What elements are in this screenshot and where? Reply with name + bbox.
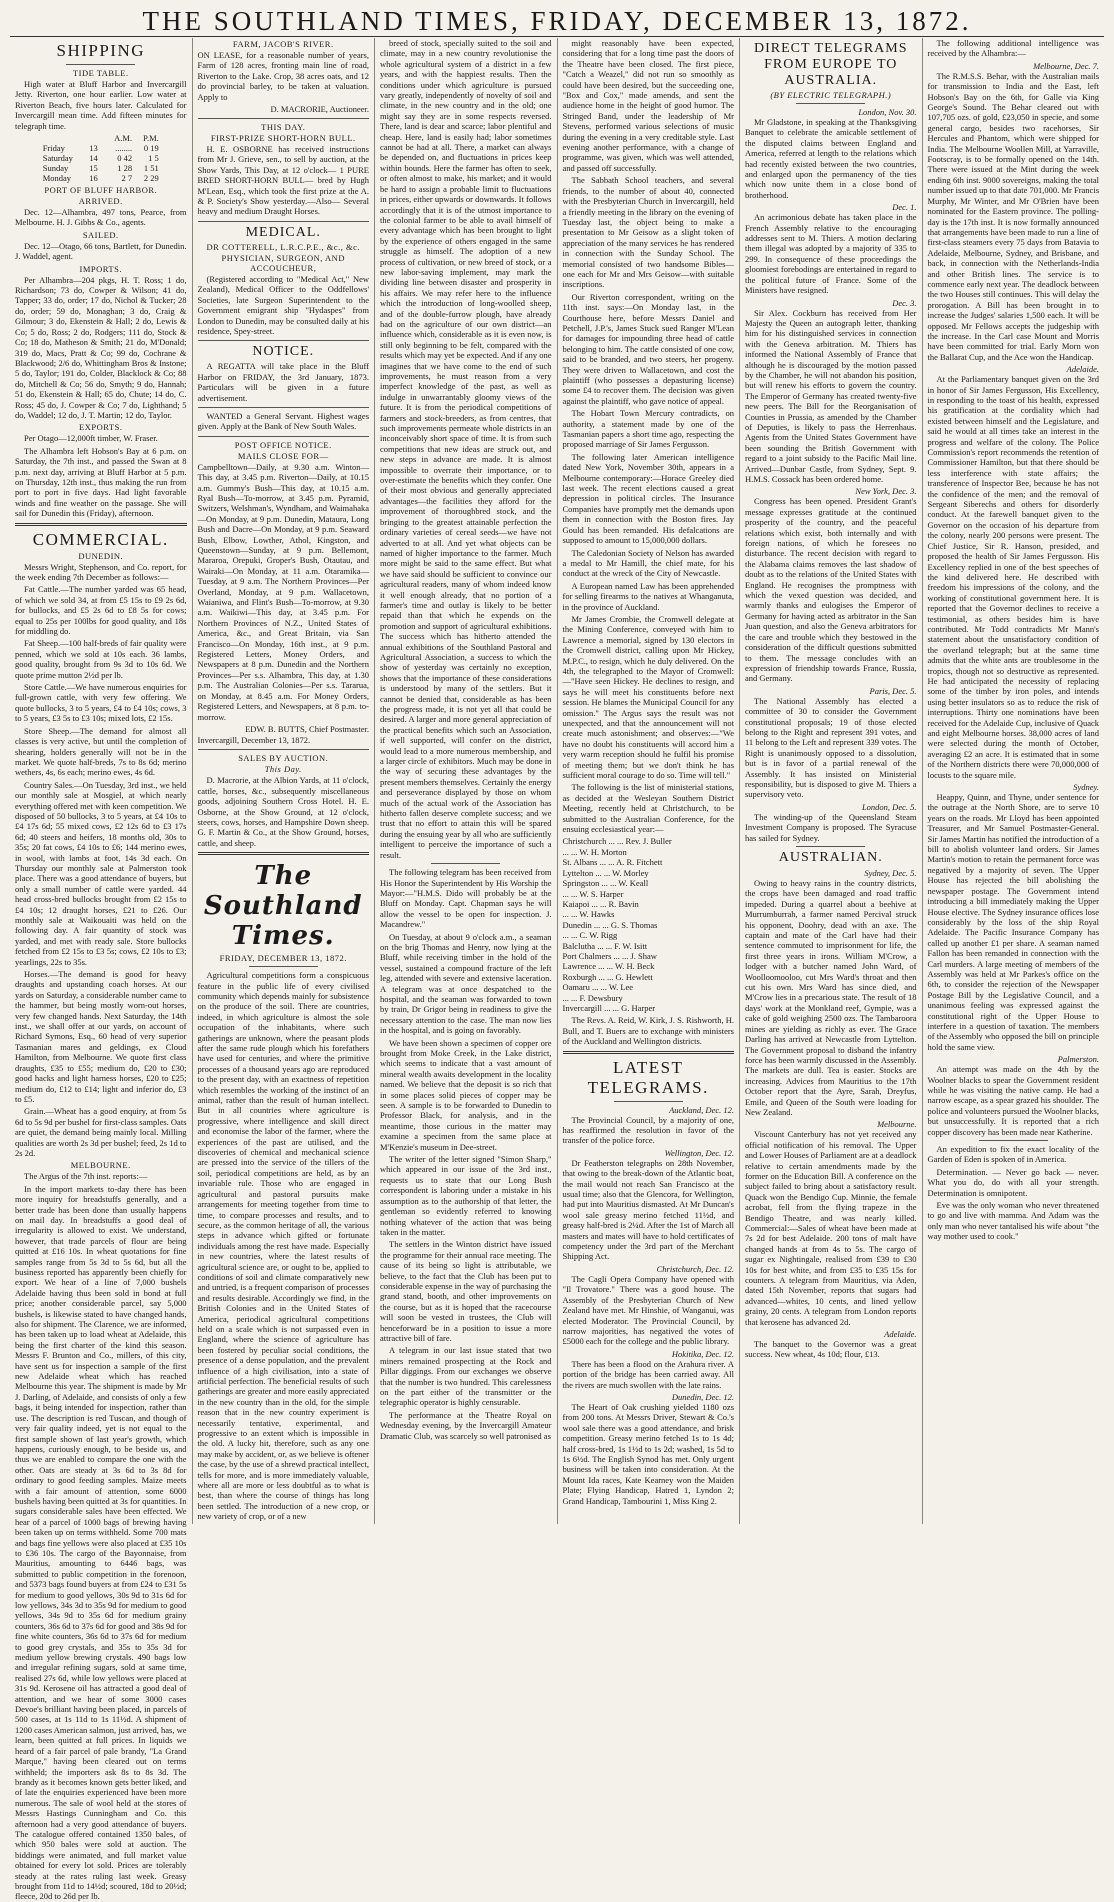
exports-label: EXPORTS. (79, 422, 123, 433)
servant-wanted: WANTED a General Servant. Highest wages given. Apply at the Bank of New South Wales. (197, 410, 369, 432)
telegram-text: Congress has been opened. President Grant's message expresses gratitude at the continued prosperity of the country, and the peaceful relations which exist, both internally and with foreign nations, of which he foresees no disturbance. The recent decision with regard to the Alabama claims removes the last shadow of doubt as to the relations of the United States with England. He recognises the promptness with which the vexed question was decided, and warmly thanks and eulogises the Emperor of Germany for having acted as arbitrator in the San Juan question, and also the Geneva arbitrators for the care and trouble which they bestowed in the consideration of the difficult questions submitted to them. The message concludes with an expression of friendship towards France, Russia, and Germany. (745, 496, 917, 684)
editorial-continued: breed of stock, specially suited to the soil and climate, may in a new country revolutionise the whole agricultural system of a district in a few years, and with the happiest results. Then the conditions under which agriculture is pursued vary greatly, independently of novelty of soil and climate, in the new country and in the old; one might say they are in some respects reversed. There, land is dear and scarce; labor plentiful and cheap. Here, land is easily had; labor sometimes cannot be had at all. There, a market can always be depended on, and fluctuations in prices keep within bounds. Here the farmer has often to seek, or often almost to make, his market; and it would be hard to assign a probable limit to fluctuations in prices, either upwards or downwards. It follows accordingly that it is of the utmost importance to the colonial farmer to be able to avail himself of every advantage which has been brought to light by the experience of others engaged in the same struggle as himself. The adoption of a new process of cultivation, or new breed of stock, or a new labor-saving implement, may mark the dividing line between disaster and prosperity in his affairs. We may refer here to the influence which the introduction of long-woolled sheep, and of the double-furrow plough, have already had on the agriculture of our own district—an influence which, considerable as it is even now, is still only beginning to be felt, compared with the results which may yet be expected. And if any one imagines that we have come to the end of such improvements, he must reason from a very imperfect knowledge of the past, as well as indulge in unwarrantably gloomy views of the future. It is from the periodical competitions of farmers and stock-breeders, as from centres, that such improvements permeate whole districts in an inconceivably short space of time. It is from such competitions that new ideas are struck out, and new steps in advance are made. It is almost impossible to overrate their importance, or to over-estimate the benefits which they confer. One of their most obvious and generally appreciated advantages—the facilities they afford for the improvement of thoroughbred stock, and the bringing to the greatest attainable perfection the ordinary varieties of cereal seeds—we have not adverted to at all. And yet what objects can be named of higher importance to the farmer. Much more might be said to the same effect. But what we have said should be sufficient to convince our agricultural readers, many of whom indeed know it well enough already, that no portion of a farmer's time and outlay is likely to be better repaid than that which he expends on the promotion and support of agricultural exhibitions. The success which has hitherto attended the annual exhibitions of the Southland Pastoral and Agricultural Association, a success to which the show of yesterday was certainly no exception, shows that the importance of these considerations is understood by many of the settlers. But it cannot be denied that, considerable as has been the progress made, it is not yet all that could be desired. A larger and more general appreciation of the practical benefits which such an Association, if well supported, will confer on the district, would lead to a more numerous membership, and a larger circle of exhibitors. Much may be done in the way of securing these advantages by the present members themselves. Certainly the energy and perseverance displayed by those on whom much of the actual work of the Association has hitherto fallen deserve complete success; and we trust that no effort to attain this will be spared during the ensuing year by all who are sufficiently intelligent to perceive the importance of such a result. (380, 38, 552, 860)
port-heading: PORT OF BLUFF HARBOR. (44, 185, 158, 196)
dateline: Wellington, Dec. 12. (664, 1147, 734, 1158)
news-para: The following is the list of ministerial stations, as decided at the Wesleyan Southern District Meeting, recently held at Christchurch, to be submitted to the Australian Conference, for the ensuing ecclesiastical year:— (562, 782, 734, 835)
news-para: might reasonably have been expected, considering that for a long time past the doors of the Theatre have been closed. The first piece, "Catch a Weazel," did not run so smoothly as could have been desired, but the succeeding one, "Box and Cox," made amends, and sent the audience home in the height of good humor. The Stringed Band, under the leadership of Mr Stevens, performed various selections of music during the evening in a very creditable style. Last evening another performance, with a change of programme, was given, which was well attended, and passed off successfully. (562, 38, 734, 173)
sales-heading: SALES BY AUCTION. (238, 753, 329, 764)
dunedin-para: Store Sheep.—The demand for almost all classes is very active, but until the completion of shearing, holders generally will not be in the market. We quote half-breds, 7s to 8s 6d; merino wethers, 4s, 6s each; merino ewes, 4s 6d. (15, 725, 187, 778)
station-row: ... ... W. S. Harper (562, 888, 624, 899)
telegram-text: The National Assembly has elected a committee of 30 to consider the Government constitutional proposals; 19 of those elected belong to the Right and represent 391 votes, and 11 belong to the Left and represent 339 votes. The Right is unanimously opposed to a dissolution, but is in favor of a partial renewal of the Assembly. It has insisted on Ministerial responsibility, but is disposed to give M. Thiers a supervisory veto. (745, 695, 917, 800)
telegram-text: The Cagli Opera Company have opened with "Il Trovatore." There was a good house. The Assembly of the Presbyterian Church of New Zealand have met. Mr Hinshie, of Wanganui, was elected Moderator. The Provincial Council, by narrow majorities, has negatived the votes of £5000 each for the college and the public library. (562, 1273, 734, 1347)
telegram-text: An attempt was made on the 4th by the Woolner blacks to spear the Government resident while he was visiting the native camp. He had a narrow escape, as a spear grazed his shoulder. The police and volunteers pursued the Woolner blacks, but unsuccessfully. It is reported that a rich copper discovery has been made near Katherine. (927, 1064, 1099, 1137)
electric-telegraph-subheading: (BY ELECTRIC TELEGRAPH.) (770, 90, 892, 100)
sailed-text: Dec. 12—Otago, 66 tons, Bartlett, for Dunedin. J. Waddel, agent. (15, 240, 187, 262)
station-row: Dunedin ... ... G. S. Thomas (562, 919, 658, 930)
ministerial-stations (563, 836, 735, 1013)
column-5 (740, 38, 923, 1524)
news-para: The settlers in the Winton district have issued the programme for their annual race meeting. The cause of its being so light is attributable, we believe, to the fact that the Club has been put to considerable expense in the way of purchasing the grand stand, booth, and other improvements on the course, but as it is hoped that the racecourse will soon be vested in trustees, the Club will henceforward be in a position to issue a more attractive bill of fare. (380, 1239, 552, 1343)
tide-table-heading: TIDE TABLE. (72, 68, 129, 78)
telegram-text: Sir Alex. Cockburn has received from Her Majesty the Queen an autograph letter, thanking him for his distinguished services in connection with the Geneva arbitration. M. Thiers has informed the National Assembly of France that although he is discouraged by the motion passed by the Chamber, he will not abandon his position, but will renew his efforts to govern the country. The Emperor of Germany has created twenty-five new peers. The Bill for the Reorganisation of Counties in Prussia, as amended by the Chamber of Deputies, is likely to pass the Herrenhaus. Agents from the United States Government have been sounding the British Government with regard to a joint subsidy to the Pacific Mail line. Arrived—Dunbar Castle, from Sydney, Sept. 9. H.M.S. Cossack has been ordered home. (745, 307, 917, 484)
station-row: Balclutha ... ... F. W. Isitt (562, 940, 648, 951)
station-row: Kaiapoi ... ... R. Bavin (562, 898, 639, 909)
telegram-text: Dr Featherston telegraphs on 28th November, that owing to the break-down of the Atlantic boat, the mail would not reach San Francisco at the usual time; also that the Glencora, for Wellington, had put into Mauritius dismasted. At Mr Duncan's wool sale greasy merino fetched 11½d, and greasy half-bred is 2¼d. After the 1st of March all masters and mates will have to hold certificates of competency under the 3rd part of the Merchant Shipping Act. (562, 1157, 734, 1262)
arrived-label: ARRIVED. (78, 196, 123, 207)
sales-list: D. Macrorie, at the Albion Yards, at 11 o'clock, cattle, horses, &c., subsequently miscellaneous goods, adjoining Southern Cross Hotel. H. E. Osborne, at the Show Ground, at 12 o'clock, steers, cows, horses, and Hampshire Down sheep. G. F. Martin & Co., at the Show Ground, horses, cattle, and sheep. (197, 775, 369, 848)
melbourne-heading: MELBOURNE. (70, 1160, 131, 1171)
dunedin-para: Grain.—Wheat has a good enquiry, at from 5s 6d to 5s 9d per bushel for first-class samples. Oats are quiet, the demand being mainly local. Milling qualities are worth 2s 3d per bushel; feed, 2s 1d to 2s 2d. (15, 1106, 187, 1158)
dateline: Palmerston. (1057, 1054, 1099, 1065)
telegram-text: Mr Gladstone, in speaking at the Thanksgiving Banquet to celebrate the amicable settlement of the disputed claims between England and America, referred at length to the relations which had recently existed between the two countries, and enlarged upon the permanency of the ties which now unite them in a close bond of brotherhood. (745, 117, 917, 200)
melbourne-para: The Argus of the 7th inst. reports:— (24, 1171, 148, 1182)
shipping-heading: SHIPPING (56, 41, 146, 60)
tide-header-cell: P.M. (143, 133, 159, 144)
tide-header-row (41, 133, 161, 143)
telegram-text: An acrimonious debate has taken place in the French Assembly relative to the encouraging addresses sent to M. Thiers. A motion declaring them illegal was adopted by a majority of 335 to 299. In consequence of these proceedings the gloomiest forebodings are entertained in regard to the political future of France. Some of the Ministers have resigned. (745, 212, 917, 296)
postmaster-signature: EDW. B. BUTTS, Chief Postmaster. (245, 723, 369, 734)
station-row: Springston ... ... W. Keall (562, 878, 649, 889)
direct-telegrams-heading: DIRECT TELEGRAMS FROM EUROPE TO AUSTRALIA. (753, 41, 908, 88)
dunedin-para: Fat Sheep.—100 half-breds of fair quality were penned, which we sold at 10s each. 36 lambs, good quality, brought from 9s 3d to 10s 6d. We quote prime mutton 2½d per lb. (15, 638, 187, 680)
bull-heading: FIRST-PRIZE SHORT-HORN BULL. (210, 133, 356, 144)
telegram-text: The banquet to the Governor was a great success. New wheat, 4s 10d; flour, £13. (745, 1339, 917, 1360)
sailed-label: SAILED. (82, 229, 119, 240)
station-row: ... ... C. W. Rigg (562, 930, 618, 941)
imports-text: Per Alhambra—204 pkgs, H. T. Ross; 1 do, Richardson; 73 do, Cowper & Wilson; 41 do, Tapper; 33 do, order; 17 do, Nichol & Tucker; 28 do, order; 59 do, Monaghan; 3 do, Craig & Gilmour; 3 do, Ekenstein & Hall; 2 do, Lewis & Co; 5 do, Ross; 2 do, Rodgers; 111 do, Stock & Co; 18 do, Matheson & Smith; 21 do, M'Donald; 319 do, Macs, Pratt & Co; 99 do, Cochrane & Blackwood; 2/6 do, Whittingham Bros & Instone; 5 do, Taylor; 191 do, Colder, Blacklock & Co; 88 do, Mitchell & Co; 56 do, Smyth; 9 do, Hannah; 51 do, Ekenstein & Hall; 65 do, Chute; 14 do, C. Ross; 45 do, J. Cowper & Co; 7 do, Lighthand; 5 do, Waddel; 12 do, J. T. Martin; 12 do, Taylor. (15, 274, 187, 420)
exports-text: Per Otago—12,000ft timber, W. Fraser. (24, 433, 158, 444)
tide-row: Friday 13 ........ 0 19 (42, 143, 159, 154)
news-para: Mr James Crombie, the Cromwell delegate at the Mining Conference, conveyed with him to Lawrence a memorial, signed by 130 electors in the Cromwell district, calling upon Mr Hickey, M.P.C., to resign, which he duly delivered. On the 4th, the telegraphed to the Mayor of Cromwell:—"Have seen Hickey. He declines to resign, and says he will meet his constituents before next session. He blames the Municipal Council for any omission." The Argus says the result was not unexpected, and that the announcement will not create much astonishment; and observes:—"We have no doubt his constituents will accord him a very warm reception should he fulfil his promise of meeting them; but we don't think he has sufficient moral courage to do so. Time will tell." (562, 613, 734, 781)
column-2 (193, 38, 376, 1524)
closing-para: An expedition to fix the exact locality of the Garden of Eden is spoken of in America. (927, 1144, 1099, 1165)
regatta-notice: A REGATTA will take place in the Bluff Harbor on FRIDAY, the 3rd January, 1873. Particulars will be given in a future advertisement. (197, 361, 369, 403)
closing-para: Determination. — Never go back — never. What you do, do with all your strength. Determination is omnipotent. (927, 1166, 1099, 1198)
station-row: Oamaru ... ... W. Lee (562, 982, 634, 993)
station-row: ... ... F. Dewsbury (562, 992, 623, 1003)
dateline: Paris, Dec. 5. (869, 685, 917, 696)
dunedin-para: Messrs Wright, Stephenson, and Co. report, for the week ending 7th December as follows:— (15, 561, 187, 582)
telegram-text: At the Parliamentary banquet given on the 3rd in honor of Sir James Fergusson, His Excellency, in responding to the toast of his health, expressed his gratification at the cordiality which had existed between himself and the Legislature, and said he would at all times take an interest in the progress and welfare of the colony. The Police Commission's report recommends the retention of Commissioner Hamilton, but that there should be less interference with state affairs; the transference of Inspector Bee, because he has not the confidence of the men; and the removal of Sergeant Siberechs and others for disorderly conduct. At the farewell banquet given to the Governor on the occasion of his departure from the colony, nearly 200 persons were present. The Chief Justice, Sir R. Hanson, presided, and proposed the health of Sir James Fergusson. His Excellency replied in one of the best speeches of the kind delivered here. He described with freedom his impressions of the colony, and the working of constitutional government here. It is reported that the Governor declines to receive a testimonial, as others besides him is have contributed. Mr Todd contradicts Mr Mann's statement about the unsatisfactory condition of the overland telegraph; but at the same time admits that the white ants are troublesome in the tropics, though not so destructive as represented. He had anticipated the necessity of replacing some of the timber by iron poles, and intends using better insulators so as to reduce the risk of interruptions. Thirty one nominations have been received for the Adelaide Cup, inclusive of Quack and eight Melbourne horses. 38,000 acres of land were selected during the month of October, averaging £2 an acre. It is estimated that in some of the Northern districts there were 70,000,000 of locusts to the square mile. (927, 374, 1099, 780)
telegram-text: The R.M.S.S. Behar, with the Australian mails for transmission to India and the East, left Hobson's Bay on the 6th, for Galle via King George's Sound. The Behar cleared out with 107,705 ozs. of gold, £23,050 in specie, and some general cargo, besides two racehorses, Sir Hercules and Phantom, which were shipped for India. The Melbourne Woollen Mill, at Yarraville, Footscray, is to be formally opened on the 14th. There were issued at the Mint during the week ending 6th inst. 9000 sovereigns, making the total number issued up to that date 701,000. Mr Francis Murphy, Mr Winter, and Mr O'Brien have been nominated for the Eastern province. The polling-day is the 17th inst. It is now formally announced that arrangements have been made to run a line of first-class steamers every 75 days from Batavia to Adelaide, Melbourne, Sydney, and Brisbane, and back, in connection with the Netherlands-India and other British lines. The service is to commence early next year. The deadlock between the two Houses still continues. This will delay the prorogation. A Bill has been brought in to increase the Judges' salaries 1,500 each. It will be opposed. Mr Fellows accepts the judgeship with the increase. In the Carl case Mount and Morris have been committed for trial. Early Morn won the Ballarat Cup, and the Ace won the Handicap. (927, 70, 1099, 362)
telegram-text: The Heart of Oak crushing yielded 1180 ozs from 200 tons. At Messrs Driver, Stewart & Co.'s wool sale there was a good attendance, and brisk competition. Greasy merino fetched 1s to 1s 4d; half cross-bred, 1s 1½d to 1s 2d; washed, 1s 5d to 1s 6½d. The English Synod has met. Only urgent business will be taken into consideration. At the Mount Ida races, Kate Kearney won the Maiden Plate; Flying Handicap, Hatred 1, Lyndon 2; Grand Handicap, Tambourini 1, Miss King 2. (562, 1401, 734, 1506)
medical-heading: MEDICAL. (245, 224, 321, 240)
post-office-schedule: Campbelltown—Daily, at 9.30 a.m. Winton—This day, at 3.45 p.m. Riverton—Daily, at 10.15 a.m. Gummy's Bush—This day, at 10.15 a.m. Ryal Bush—To-morrow, at 3.45 p.m. Pyramid, Switzers, Welshman's, Wyndham, and Waimahaka—On Monday, at 9 p.m. Dunedin, Mataura, Long Bush and Dacre—On Monday, at 9 p.m. Seaward Bush, Elbow, Lowther, Athol, Kingston, and Queenstown—Sunday, at 9 p.m. Bellemont, Mararoa, Orepuki, Groper's Bush, Otautau, and Wairaki—On Monday, at 11 a.m. Otaramika—Tuesday, at 9 a.m. The Northern Provinces—Per Overland, Monday, at 9 p.m. Wallacetown, Waianiwa, and Flint's Bush—To-morrow, at 9.30 a.m. Waikiwi—This day, at 3.45 p.m. For Northern Provinces of N.Z., United States of America, &c., and Great Britain, via San Francisco—On Monday, 16th inst., at 9 p.m. Registered Letters, Money Orders, and Newspapers at 8 p.m. Dunedin and the Northern Provinces—Per s.s. Alhambra, This day, at 1.30 p.m. The Australian Colonies—Per s.s. Tararua, on Monday, at 8.45 a.m. For Money Orders, Registered Letters, and Newspapers, at 8 p.m. to-morrow. (197, 461, 369, 722)
station-row: ... ... W. Hawks (562, 909, 615, 920)
telegram-text: Viscount Canterbury has not yet received any official notification of his removal. The Upper and Lower Houses of Parliament are at a deadlock relative to certain amendments made by the former on the Education Bill. A conference on the subject failed to bring about a satisfactory result. Quack won the Bendigo Cup. Minnie, the female acrobat, fell from the flying trapeze in the Bendigo Theatre, and was nearly killed. Commercial:—Sales of wheat have been made at 7s 2d for best Adelaide. 200 tons of malt have changed hands at from 4s to 5s. The cargo of sugar ex Nightingale, realised from £39 to £30 10s for best white, and from £35 to £35 15s for counters. A telegram from Mauritius, via Aden, dated 15th November, reports that sugars had advanced—whites, 10 cents, and lined yellow grainy, 20 cents. A telegram from London reports that kerosene has advanced 2d. (745, 1129, 917, 1327)
commercial-heading: COMMERCIAL. (32, 529, 169, 549)
dateline: London, Nov. 30. (858, 107, 917, 117)
station-row: St. Albans ... ... A. R. Fitchett (562, 857, 663, 868)
farm-heading: FARM, JACOB'S RIVER. (232, 39, 334, 49)
post-office-heading: POST OFFICE NOTICE. (234, 439, 332, 450)
news-para: Our Riverton correspondent, writing on the 11th inst. says:—On Monday last, in the Courthouse here, before Messrs Daniel and Petchell, J.P.'s, James Stuck sued Ranger M'Lean for damages for impounding three head of cattle belonging to him. The cattle consisted of one cow, said to be branded, and two steers, her progeny. They were driven to Wallacetown, and cost the plaintiff (who possesses a depasturing license) some £4 to recover them. The decision was given against the plaintiff, who gave notice of appeal. (562, 291, 734, 406)
tide-table (41, 133, 161, 183)
dateline: Dec. 1. (892, 202, 917, 213)
masthead: THE SOUTHLAND TIMES, FRIDAY, DECEMBER 13, 1872. (10, 6, 1104, 37)
sales-day: This Day. (264, 764, 302, 775)
farm-signature: D. MACRORIE, Auctioneer. (270, 104, 369, 115)
paper-date: FRIDAY, DECEMBER 13, 1872. (219, 953, 347, 964)
dateline: Auckland, Dec. 12. (669, 1104, 734, 1115)
editorial-para: Agricultural competitions form a conspicuous feature in the public life of every civilised community which depends mainly for subsistence on the produce of the soil. There are countries, indeed, in which agriculture is almost the sole occupation of the inhabitants, where such gatherings are unknown, where the peasant plods after the same rude plough which his forefathers have used for centuries, and where the primitive processes of a thousand years ago are reproduced to the present day, with an exactness of repetition which resembles the working of the instinct of an animal, rather than the result of human intellect. But in all countries where agriculture is progressive, where intelligence and skill direct and economise the labor of the farmer, where the experiences of the past are utilised, and the discoveries of chemical and mechanical science are pressed into the service of the tillers of the soil, periodical competitions are held, as by an invariable rule. Those who are engaged in agricultural and pastoral pursuits make arrangements for meeting together from time to time, to compare processes and results, and to secure, as the common heritage of all, the various steps in advance which gifted or fortunate individuals among the rest have made. Especially in new countries, where the latest results of agricultural science are, or ought to be, applied to conditions of soil and climate comparatively new and untried, is a frequent comparison of processes and results desirable. Accordingly we find, in the British Colonies and in the United States of America, periodical agricultural competitions held on a scale which is not surpassed even in England, where the science of agriculture has been fostered by peculiar social conditions, the presence of a dense population, and the prevalent influence of a high civilisation, into a state of artificial perfection. The beneficial results of such gatherings are greater and more easily appreciated in the new country than in the old, for the simple reason that in the new country experiment is necessarily tentative, experimental, and progressive to an extent which is impossible in the old. A lucky hit, therefore, such as any one may make by accident, or, as we believe is oftener the case, by the use of a shrewd practical intellect, tells for more, and is more immediately valuable, where all are more or less doubtful as to what is best, than where the course of things has long been settled. The introduction of a new crop, or new variety of crop, or of a new (197, 970, 369, 1522)
melbourne-para: In the import markets to-day there has been more inquiry for breadstuffs generally, and a better trade has been done than usually happens on mail day. In breadstuffs a good deal of irregularity is allowed to exist. We understand, however, that trade parcels of flour are being quitted at £16 10s. In wheat quotations for fine samples range from 5s 3d to 5s 6d, but all the business reported has apparently been chiefly for export. We hear of a line of 7,000 bushels Adelaide having thus been sold in bond at full price; another considerable parcel, say 5,000 bushels, is likewise stated to have changed hands, also for shipment. The Clarence, we are informed, has been taken up to load wheat at Adelaide, this being the first charter of the kind this season. Messrs F. Brunton and Co., millers, of this city, have sent us for inspection a sample of the first new Adelaide wheat which has reached Melbourne this year. The shipment is made by Mr J. Darling, of Adelaide, and consists of only a few bags, it being intended for inspection, rather than use. The description is red Tuscan, and though of very fair quality indeed, yet is not equal to the first sample shown of last year's growth, which happens, curiously enough, to be beside us, and thus we are enabled to compare the one with the other. Oats are steady at 3s 6d to 3s 8d for ordinary to good feeding samples. Maize meets with a fair amount of attention, some 6000 bushels having been quitted at 3s for quantities. In sugars considerable sales have been effected. We hear of a parcel of 1000 bags of brewing having been taken up on terms withheld. Some 700 mats and bags fine yellows were also placed at £35 10s to £36 10s. The cargo of the Bayonnaise, from Mauritius, amounting to 6446 bags, was submitted to public competition in the forenoon, and 5373 bags found buyers at from £24 to £31 5s for medium to good yellows, 30s 9d to 31s 6d for low yellows, 34s 3d to 35s 9d for medium to good yellows, 34s 9d to 35s 6d for medium grainy counters, 36s 6d to 37s 6d for good and 38s 9d for fine white counters, 36s 6d to 37s 6d for medium to good grey crystals, and 35s to 35s 3d for medium yellow brewing crystals. 490 bags low and irregular refining sugars, sold at same time, realised 27s 6d, while low yellows were placed at 31s 9d. Kerosene oil has attracted a good deal of attention, and we hear of some 3000 cases Devoe's brilliant having been placed, in parcels of 500 cases, at 1s 11d to 1s 11½d. A shipment of 1200 cases American salmon, just arrived, has, we learn, been quitted at full prices. In liquids we heard of a fair parcel of pale brandy, "La Grand Marque," having been cleared out on terms withheld; the importers ask 8s to 8s 3d. The brandy as it becomes known gets better liked, and of late the enquiries experienced have been more numerous. The sale of wool held at the stores of Messrs Hastings Cunningham and Co. this afternoon had a very good attendance of buyers. The catalogue offered contained 1350 bales, of which 950 bales were sold at auction. The biddings were animated, and full market value obtained for every lot sold. Prices are tolerably steady at the rates ruling last week. Greasy brought from 11d to 14½d; scoured, 18d to 20½d; fleece, 20d to 26d per lb. (15, 1183, 187, 1902)
tide-intro: High water at Bluff Harbor and Invercargill Jetty. Riverton, one hour earlier. Low water at Riverton Beach, five hours later. Calculated for Invercargill mean time. Add fifteen minutes for telegraph time. (15, 79, 187, 131)
dateline: Christchurch, Dec. 12. (656, 1263, 734, 1274)
dateline: Dunedin, Dec. 12. (671, 1391, 734, 1402)
columns (10, 38, 1104, 1902)
dateline: Dec. 3. (892, 297, 917, 308)
dateline: Sydney. (1073, 782, 1099, 793)
this-day-heading: THIS DAY. (261, 122, 306, 133)
news-para: The following later American intelligence dated New York, November 30th, appears in a Melbourne contemporary:—Horace Greeley died last week. The recent elections caused a great depression in political circles. The Insurance Companies have promptly met the demands upon them in connection with the Boston fires. Jay Gould has been remanded. His defalcations are supposed to amount to 15,000,000 dollars. (562, 451, 734, 546)
news-para: A European named Law has been apprehended for selling firearms to the natives at Whanganuta, in the province of Auckland. (562, 580, 734, 612)
paper-title: The Southland Times. (203, 861, 363, 952)
station-row: Lyttelton ... ... W. Morley (562, 867, 649, 878)
dunedin-para: Store Cattle.—We have numerous enquiries for full-grown cattle, with very few offering. We quote bullocks, 3 to 5 years, £4 to £4 10s; cows, 3 to 5 years, £3 5s to £3 10s; mixed lots, £2 15s. (15, 682, 187, 724)
station-row: ... ... W. H. Morton (562, 846, 627, 857)
telegram-text: The winding-up of the Queensland Steam Investment Company is proposed. The Syracuse has sailed for Sydney. (745, 811, 917, 843)
tide-header-cell (41, 133, 88, 143)
dunedin-para: Fat Cattle.—The number yarded was 65 head, of which we sold 34, at from £5 15s to £9 2s 6d, for bullocks, and £5 2s 6d to £8 5s for cows; equal to 25s per 100lbs for good quality, and 18s for middling do. (15, 584, 187, 637)
column-1 (10, 38, 193, 1902)
column-4 (558, 38, 741, 1524)
station-row: Lawrence ... ... W. H. Beck (562, 961, 655, 972)
news-para: The Sabbath School teachers, and several friends, to the number of about 40, connected with the Presbyterian Church in Invercargill, held a friendly meeting in the library on the evening of Tuesday last, the object being to make a presentation to Mr Geisow as a slight token of appreciation of the many services he has rendered in connection with the Sunday School. The memorial consisted of two handsome Bibles—one each for Mr and Mrs Geisow—with suitable inscriptions. (562, 175, 734, 290)
news-para: The writer of the letter signed "Simon Sharp," which appeared in our issue of the 3rd inst., requests us to state that our Long Bush correspondent is laboring under a mistake in his assumption as to the authorship of that letter, the gentleman so evidently referred to knowing nothing whatever of the action that was being taken in the matter. (380, 1154, 552, 1237)
dateline: Melbourne, Dec. 7. (1033, 60, 1099, 71)
dunedin-heading: DUNEDIN. (78, 550, 124, 561)
arrived-text: Dec. 12—Alhambra, 497 tons, Pearce, from Melbourne. H. J. Gibbs & Co., agents. (15, 207, 187, 228)
dateline: Hokitika, Dec. 12. (671, 1348, 734, 1359)
news-para: A telegram in our last issue stated that two miners remained prospecting at the Rock and Pillar diggings. From our exchanges we observe that the number is two hundred. This carelessness on the part either of the transmitter or the telegraphic operator is highly censurable. (380, 1345, 552, 1408)
medical-name: DR COTTERELL, L.R.C.P.E., &c., &c. (206, 241, 360, 252)
post-office-subheading: MAILS CLOSE FOR— (237, 450, 329, 461)
bull-ad: H. E. OSBORNE has received instructions from Mr J. Grieve, sen., to sell by auction, at the Show Yards, This Day, at 12 o'clock— 1 PURE BRED SHORT-HORN BULL— bred by Hugh M'Lean, Esq., which took the first prize at the A. & P. Society's Show yesterday.—Also— Several heavy and medium Draught Horses. (197, 144, 369, 217)
dateline: Adelaide. (1066, 364, 1099, 375)
medical-ad: (Registered according to "Medical Act," New Zealand), Medical Officer to the Oddfellows' Societies, late Surgeon Superintendent to the Government emigrant ship "Hydaspes" from London to Dunedin, may be consulted daily at his residence, Spey-street. (197, 273, 369, 336)
news-para: The Caledonian Society of Nelson has awarded a medal to Mr Hamill, the chief mate, for his conduct at the wreck of the City of Newcastle. (562, 547, 734, 579)
station-row: Roxburgh ... ... G. Hewlett (562, 971, 653, 982)
news-para: The performance at the Theatre Royal on Wednesday evening, by the Invercargill Amateur Dramatic Club, was scarcely so well patronised as (380, 1409, 552, 1441)
tide-header-cell: A.M. (114, 133, 133, 144)
telegram-text: There has been a flood on the Arahura river. A portion of the bridge has been carried away. All the rivers are much swollen with the late rains. (562, 1358, 734, 1390)
stations-note: The Revs. A. Reid, W. Kirk, J. S. Rishworth, H. Bull, and T. Buers are to exchange with ministers of the Auckland and Wellington districts. (562, 1015, 734, 1047)
column-6 (923, 38, 1105, 1524)
closing-para: Eve was the only woman who never threatened to go and live with mamma. And Adam was the only man who never tantalised his wife about "the way mother used to cook." (927, 1200, 1099, 1242)
imports-label: IMPORTS. (79, 263, 122, 274)
telegram-text: Owing to heavy rains in the country districts, the crops have been damaged and road traffic impeded. During a quarrel about a beehive at Murrumburrah, a farmer named Percival struck his opponent, Doohry, dead with an axe. The captain and mate of the Carl have had their sentence commuted to imprisonment for life, the first three years in irons. William M'Crow, a lodger with a butcher named John Ward, of Woolloomooloo, cut Mrs Ward's throat and then cut his own. Mrs Ward has since died, and M'Crow lies in a precarious state. The result of 18 days' work at the Monkland reef, Gympie, was a cake of gold weighing 2500 ozs. The Tambaroora mines are yielding as richly as ever. The Grace Darling has arrived at Newcastle from Lyttelton. The Government proposal to disband the infantry force has been warmly discussed in the Assembly. The markets are dull. Tea is easier. Stocks are increasing. Advices from Mauritius to the 17th October report that the Ayre, Sarah, Dreyfus, Emile, and Queen of the South were loading for New Zealand. (745, 878, 917, 1117)
tide-row: Sunday 15 1 28 1 51 (42, 163, 159, 174)
alhambra-note: The Alhambra left Hobson's Bay at 6 p.m. on Saturday, the 7th inst., and passed the Swan at 8 p.m. next day, arriving at Bluff Harbor at 5 p.m. on Thursday, 12th inst., thus making the run from port to port in five days. Had light favorable winds and fine weather on the passage. She will sail for Dunedin this (Friday), afternoon. (15, 445, 187, 519)
notice-heading: NOTICE. (252, 344, 315, 360)
news-para: The Hobart Town Mercury contradicts, on authority, a statement made by one of the Tasmanian papers a short time ago, respecting the proposed marriage of Sir James Fergusson. (562, 408, 734, 450)
dateline: Melbourne. (877, 1119, 917, 1130)
dateline: Adelaide. (884, 1329, 917, 1340)
telegram-text: The Provincial Council, by a majority of one, has reaffirmed the resolution in favor of the transfer of the police force. (562, 1114, 734, 1146)
farm-ad: ON LEASE, for a reasonable number of years, Farm of 128 acres, fronting main line of road, Riverton to the Lake. Crop, 38 acres oats, and 12 do provincial barley, to be taken at valuation. Apply to (197, 50, 369, 102)
latest-telegrams-heading: LATEST TELEGRAMS. (587, 1057, 709, 1097)
station-row: Invercargill ... ... G. Harper (562, 1002, 656, 1013)
medical-subtitle: PHYSICIAN, SURGEON, AND ACCOUCHEUR, (221, 252, 345, 273)
australian-heading: AUSTRALIAN. (778, 850, 883, 865)
news-para: We have been shown a specimen of copper ore brought from Moke Creek, in the Lake district, which seems to indicate that a vast amount of mineral wealth awaits development in the locality named. We believe that the deposit is so rich that in some places solid pieces of copper may be seen. A sample is to be forwarded to Dunedin to Professor Black, for analysis, and in the meantime, those curious in the matter may examine a specimen from the same place at M'Kenzie's museum in Dee-street. (380, 1037, 552, 1152)
station-row: Christchurch ... ... Rev. J. Buller (562, 836, 672, 847)
post-office-date: Invercargill, December 13, 1872. (197, 734, 311, 745)
dunedin-para: Horses.—The demand is good for heavy draughts and upstanding coach horses. At our yards on Saturday, a considerable number came to the hammer, but being mostly worn-out horses, very few changed hands. Next Saturday, the 14th inst., we shall offer at our yards, on account of Richard Symons, Esq., 60 head of very superior Tasmanian mares and geldings, ex Cloud Hamilton, from Melbourne. We quote first class draughts, £35 to £55; medium do, £20 to £30; good hacks and light harness horses, £20 to £25; medium do, £12 to £14; light and inferior do, £3 to £5. (15, 969, 187, 1104)
tide-row: Saturday 14 0 42 1 5 (42, 153, 159, 164)
intro-para: The following additional intelligence was received by the Alhambra:— (927, 38, 1099, 59)
tide-row: Monday 16 2 7 2 29 (42, 173, 159, 184)
dateline: Sydney, Dec. 5. (864, 868, 917, 878)
news-para: The following telegram has been received from His Honor the Superintendent by His Worship the Mayor:—"H.M.S. Dido will probably be at the Bluff on Monday. Capt. Chapman says he will allow the vessel to be open for inspection. J. Macandrew." (380, 867, 552, 930)
news-para: On Tuesday, at about 9 o'clock a.m., a seaman on the brig Thomas and Henry, now lying at the Bluff, while receiving timber in the hold of the vessel, sustained a compound fracture of the left leg, attended with severe and extensive laceration. A telegram was at once despatched to the hospital, and the seaman was forwarded to town by train, Dr Grigor being in readiness to give the necessary attention to the case. The man now lies in the hospital, and is going on favorably. (380, 931, 552, 1036)
station-row: Port Chalmers ... ... J. Shaw (562, 950, 657, 961)
dunedin-para: Country Sales.—On Tuesday, 3rd inst., we held our monthly sale at Mosgiel, at which nearly everything offered met with keen competition. We disposed of 50 bullocks, 3 to 5 years, at £4 10s to £4 17s 6d; 55 mixed cows, £2 12s 6d to £3 17s 6d; 40 steers and heifers, 18 months old, 30s to 35s; 20 fat cows, £4 10s to £6; 144 merino ewes, in wool, with lambs at foot, 14s 3d each. On Thursday our monthly sale at Palmerston took place. There was a good attendance of buyers, but only a small number of cattle were yarded. 44 head cross-bred bullocks brought from £2 15s to £4 10s; 12 draught horses, £21 to £26. Our monthly sale at Waikouaiti was held on the following day. A fair quantity of stock was yarded, and met with ready sale. Store bullocks fetched from £2 15s to £3 5s; cows, £2 10s to £3; yearlings, 22s to 35s. (15, 779, 187, 967)
dateline: London, Dec. 5. (861, 801, 917, 812)
telegram-text: Heappy, Quinn, and Thyne, under sentence for the outrage at the North Shore, are to serve 10 years on the roads. Mr Lloyd has been appointed Treasurer, and Mr Samuel Postmaster-General. Sir James Martin has notified the introduction of a bill to abolish volunteer land orders. Sir James Martin's motion to retain the permanent force was negatived by a majority of seven. The Upper House has rejected the bill abolishing the newspaper postage. The Government intend introducing a bill immediately making the Upper House elective. The Sydney insurance offices lose considerably by the loss of the ship Royal Adelaide. The Pacific Insurance Company has called up another £1 per share. A seaman named Fallon has been remanded in connection with the Carl murders. A large meeting of members of the Assembly was held at Mr Parkes's office on the 6th, to consider the rejection of the Newspaper Postage Bill by the Legislative Council, and a unanimous feeling was expressed against the constitutional right of the Upper House to interfere in a question of taxation. The members of the Assembly who opposed the bill on principle hold the same view. (927, 792, 1099, 1052)
tide-header-cell (87, 133, 104, 143)
dateline: New York, Dec. 3. (855, 486, 917, 497)
column-3 (375, 38, 558, 1524)
